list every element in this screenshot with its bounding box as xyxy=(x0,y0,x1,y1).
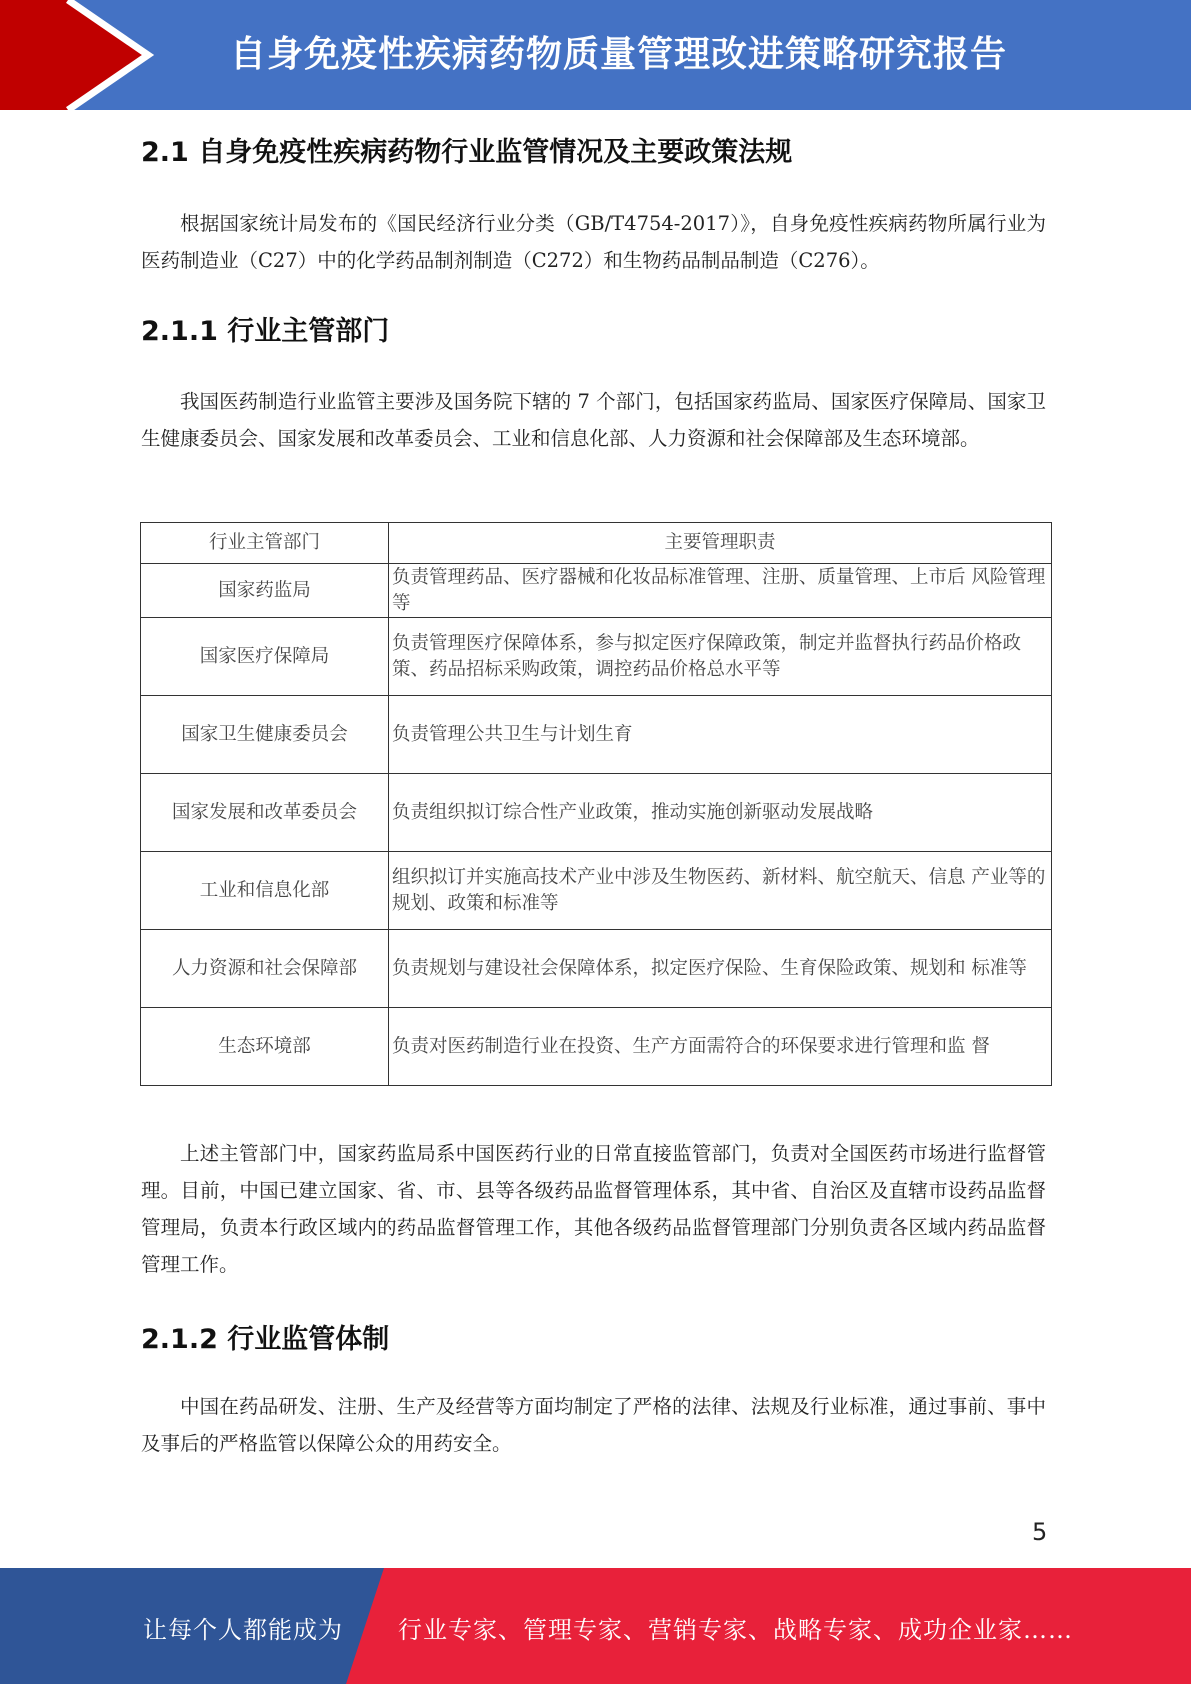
paragraph-regulatory-departments: 我国医药制造行业监管主要涉及国务院下辖的 7 个部门，包括国家药监局、国家医疗保障局、国家卫生健康委员会、国家发展和改革委员会、工业和信息化部、人力资源和社会保障部及生态环境部。 xyxy=(141,390,1046,450)
table-row xyxy=(141,774,1052,852)
column-header-duty: 主要管理职责 xyxy=(389,523,1052,564)
section-heading-2-1-2: 2.1.2 行业监管体制 xyxy=(141,1324,390,1355)
column-header-department: 行业主管部门 xyxy=(141,523,389,564)
paragraph-nmpa-supervision: 上述主管部门中，国家药监局系中国医药行业的日常直接监管部门，负责对全国医药市场进行监督管理。目前，中国已建立国家、省、市、县等各级药品监督管理体系，其中省、自治区及直辖市设药品监督管理局，负责本行政区域内的药品监督管理工作，其他各级药品监督管理部门分别负责各区域内药品监督管理工作。 xyxy=(141,1142,1046,1276)
page-footer xyxy=(0,1568,1191,1684)
table-header-row xyxy=(141,523,1052,564)
department-cell: 国家医疗保障局 xyxy=(141,618,389,696)
table-row xyxy=(141,852,1052,930)
table-row xyxy=(141,564,1052,618)
table-row xyxy=(141,930,1052,1008)
department-cell: 国家药监局 xyxy=(141,564,389,618)
paragraph-regulatory-system: 中国在药品研发、注册、生产及经营等方面均制定了严格的法律、法规及行业标准，通过事前、事中及事后的严格监管以保障公众的用药安全。 xyxy=(141,1395,1046,1455)
section-heading-2-1: 2.1 自身免疫性疾病药物行业监管情况及主要政策法规 xyxy=(141,137,793,168)
department-cell: 生态环境部 xyxy=(141,1008,389,1086)
duty-cell: 负责规划与建设社会保障体系，拟定医疗保险、生育保险政策、规划和 标准等 xyxy=(389,930,1052,1008)
table-row xyxy=(141,696,1052,774)
department-cell: 国家发展和改革委员会 xyxy=(141,774,389,852)
duty-cell: 负责管理公共卫生与计划生育 xyxy=(389,696,1052,774)
department-cell: 人力资源和社会保障部 xyxy=(141,930,389,1008)
department-cell: 工业和信息化部 xyxy=(141,852,389,930)
duty-cell: 组织拟订并实施高技术产业中涉及生物医药、新材料、航空航天、信息 产业等的规划、政策和标准等 xyxy=(389,852,1052,930)
report-title: 自身免疫性疾病药物质量管理改进策略研究报告 xyxy=(230,34,1008,75)
section-heading-2-1-1: 2.1.1 行业主管部门 xyxy=(141,316,390,347)
department-cell: 国家卫生健康委员会 xyxy=(141,696,389,774)
department-duty-table xyxy=(140,522,1052,1086)
duty-cell: 负责对医药制造行业在投资、生产方面需符合的环保要求进行管理和监 督 xyxy=(389,1008,1052,1086)
footer-slogan-right: 行业专家、管理专家、营销专家、战略专家、成功企业家…… xyxy=(398,1616,1073,1644)
page-header xyxy=(0,0,1191,110)
duty-cell: 负责管理药品、医疗器械和化妆品标准管理、注册、质量管理、上市后 风险管理等 xyxy=(389,564,1052,618)
duty-cell: 负责组织拟订综合性产业政策，推动实施创新驱动发展战略 xyxy=(389,774,1052,852)
page-number: 5 xyxy=(1032,1518,1048,1546)
table-row xyxy=(141,1008,1052,1086)
paragraph-industry-classification: 根据国家统计局发布的《国民经济行业分类（GB/T4754-2017）》，自身免疫性疾病药物所属行业为医药制造业（C27）中的化学药品制剂制造（C272）和生物药品制品制造（C276）。 xyxy=(141,212,1046,272)
footer-slogan-left: 让每个人都能成为 xyxy=(143,1616,343,1644)
duty-cell: 负责管理医疗保障体系，参与拟定医疗保障政策，制定并监督执行药品价格政策、药品招标采购政策，调控药品价格总水平等 xyxy=(389,618,1052,696)
table-row xyxy=(141,618,1052,696)
